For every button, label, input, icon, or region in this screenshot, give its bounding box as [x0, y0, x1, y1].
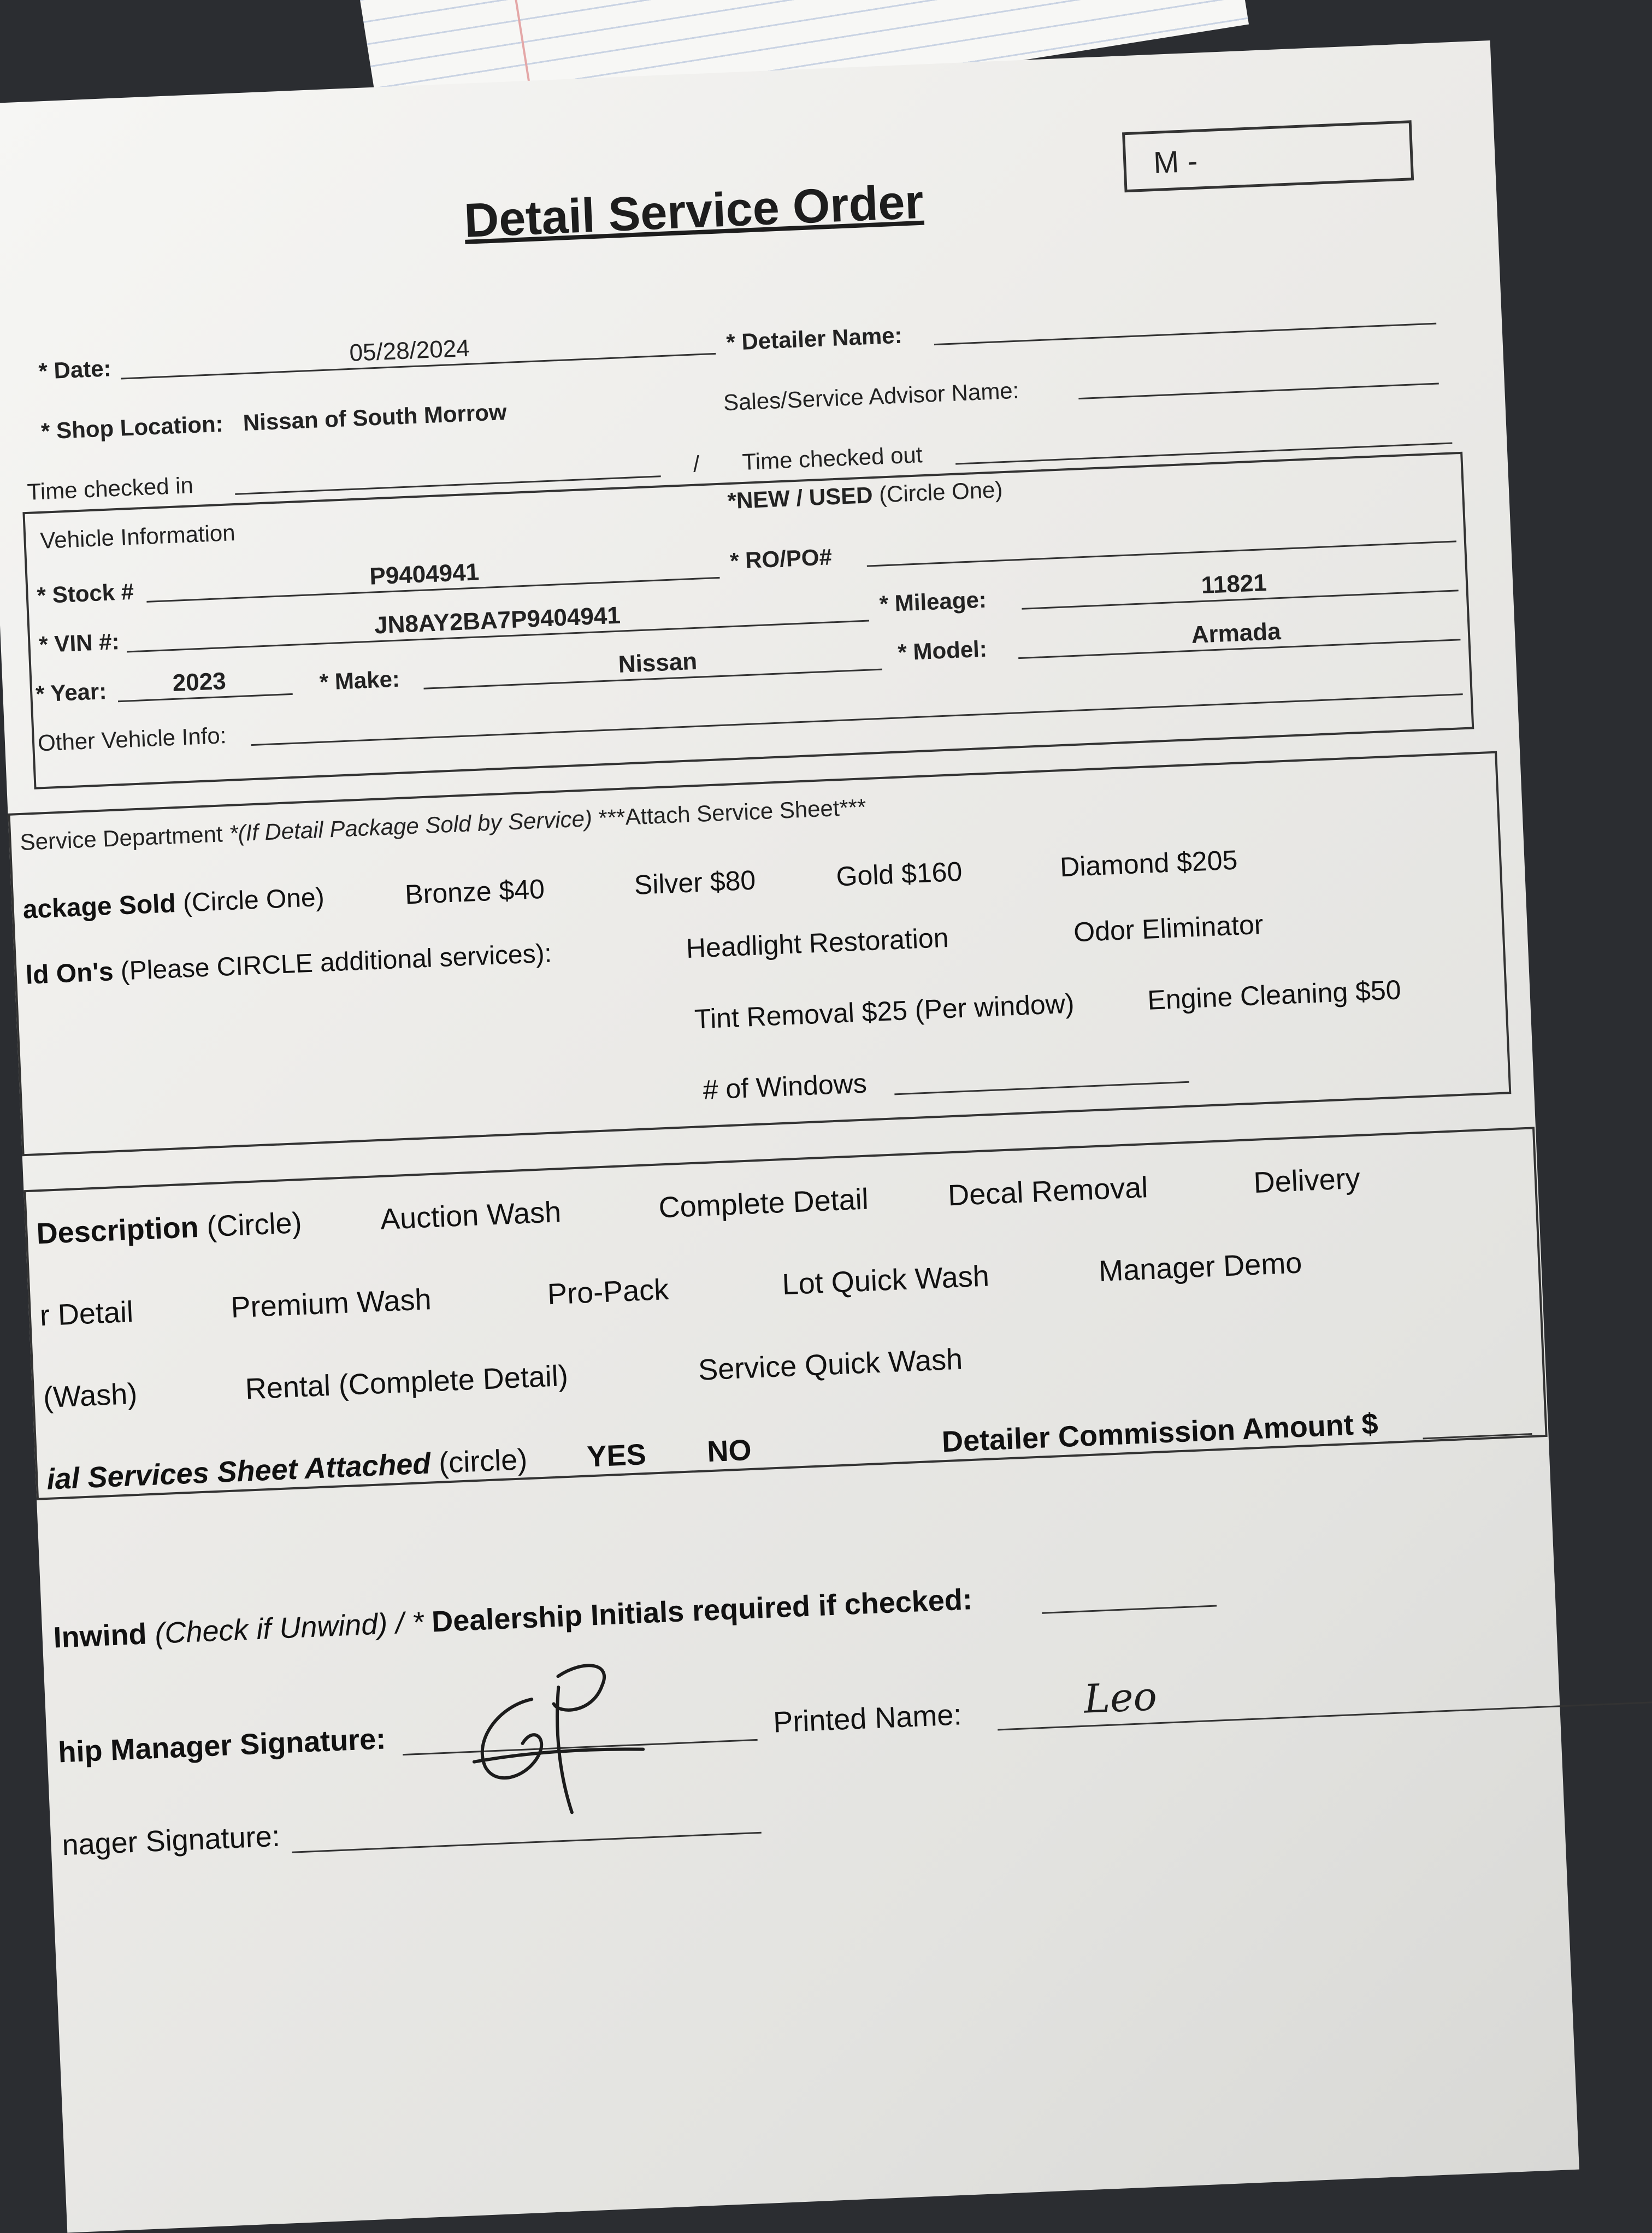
services-sheet-label: ial Services Sheet Attached	[46, 1447, 432, 1496]
service-header-attach: ***Attach Service Sheet***	[598, 794, 867, 831]
ro-po-label: * RO/PO#	[729, 544, 833, 574]
unwind-label: Inwind	[52, 1617, 148, 1654]
unwind-group	[52, 1582, 973, 1654]
unwind-initials-label: Dealership Initials required if checked:	[430, 1583, 973, 1639]
make-value: Nissan	[617, 647, 698, 678]
addons-label: ld On's	[25, 957, 114, 990]
job-service-quick-wash[interactable]: Service Quick Wash	[697, 1342, 964, 1387]
addon-tint-removal[interactable]: Tint Removal $25 (Per window)	[694, 988, 1075, 1035]
mileage-value: 11821	[1200, 569, 1267, 599]
package-diamond[interactable]: Diamond $205	[1059, 844, 1238, 883]
printed-name-value: Leo	[1083, 1673, 1158, 1722]
windows-label: # of Windows	[702, 1068, 868, 1106]
manager-signature-2-label: nager Signature:	[61, 1819, 281, 1862]
unwind-hint: (Check if Unwind) / *	[154, 1606, 424, 1650]
manager-signature-2-field[interactable]	[292, 1832, 761, 1853]
addons-hint: (Please CIRCLE additional services):	[120, 939, 552, 986]
addon-engine-cleaning[interactable]: Engine Cleaning $50	[1147, 974, 1402, 1016]
job-pro-pack[interactable]: Pro-Pack	[546, 1272, 670, 1311]
service-header-dept: Service Department	[19, 821, 223, 855]
time-separator: /	[692, 451, 700, 477]
addon-odor-eliminator[interactable]: Odor Eliminator	[1073, 909, 1264, 948]
stock-value: P9404941	[369, 558, 480, 590]
detailer-name-field[interactable]	[934, 323, 1436, 346]
time-checked-out-label: Time checked out	[741, 441, 923, 475]
order-number-box[interactable]	[1122, 120, 1414, 192]
job-delivery[interactable]: Delivery	[1253, 1162, 1361, 1199]
shop-location-value: Nissan of South Morrow	[242, 399, 508, 436]
model-label: * Model:	[897, 635, 988, 665]
services-sheet-yes[interactable]: YES	[586, 1437, 647, 1474]
service-order-sheet	[0, 40, 1579, 2233]
description-hint: (Circle)	[206, 1206, 303, 1244]
service-header-condition: *(If Detail Package Sold by Service)	[228, 805, 593, 846]
date-value: 05/28/2024	[349, 334, 470, 367]
order-number-prefix: M -	[1153, 143, 1199, 180]
job-lot-quick-wash[interactable]: Lot Quick Wash	[781, 1259, 990, 1301]
job-rental-complete-detail[interactable]: Rental (Complete Detail)	[244, 1359, 569, 1406]
manager-signature-label: hip Manager Signature:	[57, 1722, 387, 1769]
year-label: * Year:	[35, 678, 108, 707]
other-info-label: Other Vehicle Info:	[37, 722, 227, 756]
job-row3-lead[interactable]: (Wash)	[43, 1377, 138, 1415]
addon-headlight-restoration[interactable]: Headlight Restoration	[685, 922, 949, 964]
make-label: * Make:	[318, 665, 400, 695]
job-decal-removal[interactable]: Decal Removal	[947, 1171, 1149, 1212]
services-sheet-no[interactable]: NO	[706, 1433, 752, 1469]
services-sheet-hint: (circle)	[438, 1443, 528, 1480]
job-complete-detail[interactable]: Complete Detail	[658, 1182, 869, 1224]
advisor-name-field[interactable]	[1078, 382, 1439, 399]
detailer-name-label: * Detailer Name:	[725, 322, 903, 356]
commission-label: Detailer Commission Amount $	[941, 1407, 1379, 1459]
package-sold-label: ackage Sold	[22, 889, 176, 924]
mileage-label: * Mileage:	[878, 586, 987, 617]
time-checked-in-label: Time checked in	[26, 472, 194, 505]
form-title: Detail Service Order	[463, 174, 925, 248]
new-used-hint: (Circle One)	[878, 476, 1004, 508]
signature-scribble	[448, 1651, 651, 1823]
date-label: * Date:	[38, 355, 112, 384]
job-manager-demo[interactable]: Manager Demo	[1098, 1246, 1303, 1288]
vin-value: JN8AY2BA7P9404941	[374, 602, 621, 639]
job-auction-wash[interactable]: Auction Wash	[379, 1195, 562, 1236]
shop-location-label: * Shop Location:	[40, 410, 224, 444]
advisor-name-label: Sales/Service Advisor Name:	[723, 377, 1020, 416]
package-sold-hint: (Circle One)	[182, 882, 325, 918]
dealership-initials-field[interactable]	[1042, 1605, 1217, 1613]
package-bronze[interactable]: Bronze $40	[404, 873, 546, 910]
job-premium-wash[interactable]: Premium Wash	[230, 1283, 432, 1324]
printed-name-label: Printed Name:	[772, 1698, 963, 1739]
new-used-label: *NEW / USED	[727, 482, 874, 514]
package-silver[interactable]: Silver $80	[633, 864, 757, 900]
vehicle-info-label: Vehicle Information	[39, 520, 236, 553]
model-value: Armada	[1190, 618, 1282, 649]
vin-label: * VIN #:	[38, 628, 120, 658]
package-gold[interactable]: Gold $160	[835, 856, 963, 892]
year-value: 2023	[172, 667, 227, 697]
stock-label: * Stock #	[36, 578, 135, 609]
job-row2-lead[interactable]: r Detail	[39, 1295, 134, 1333]
description-label: Description	[36, 1210, 199, 1251]
